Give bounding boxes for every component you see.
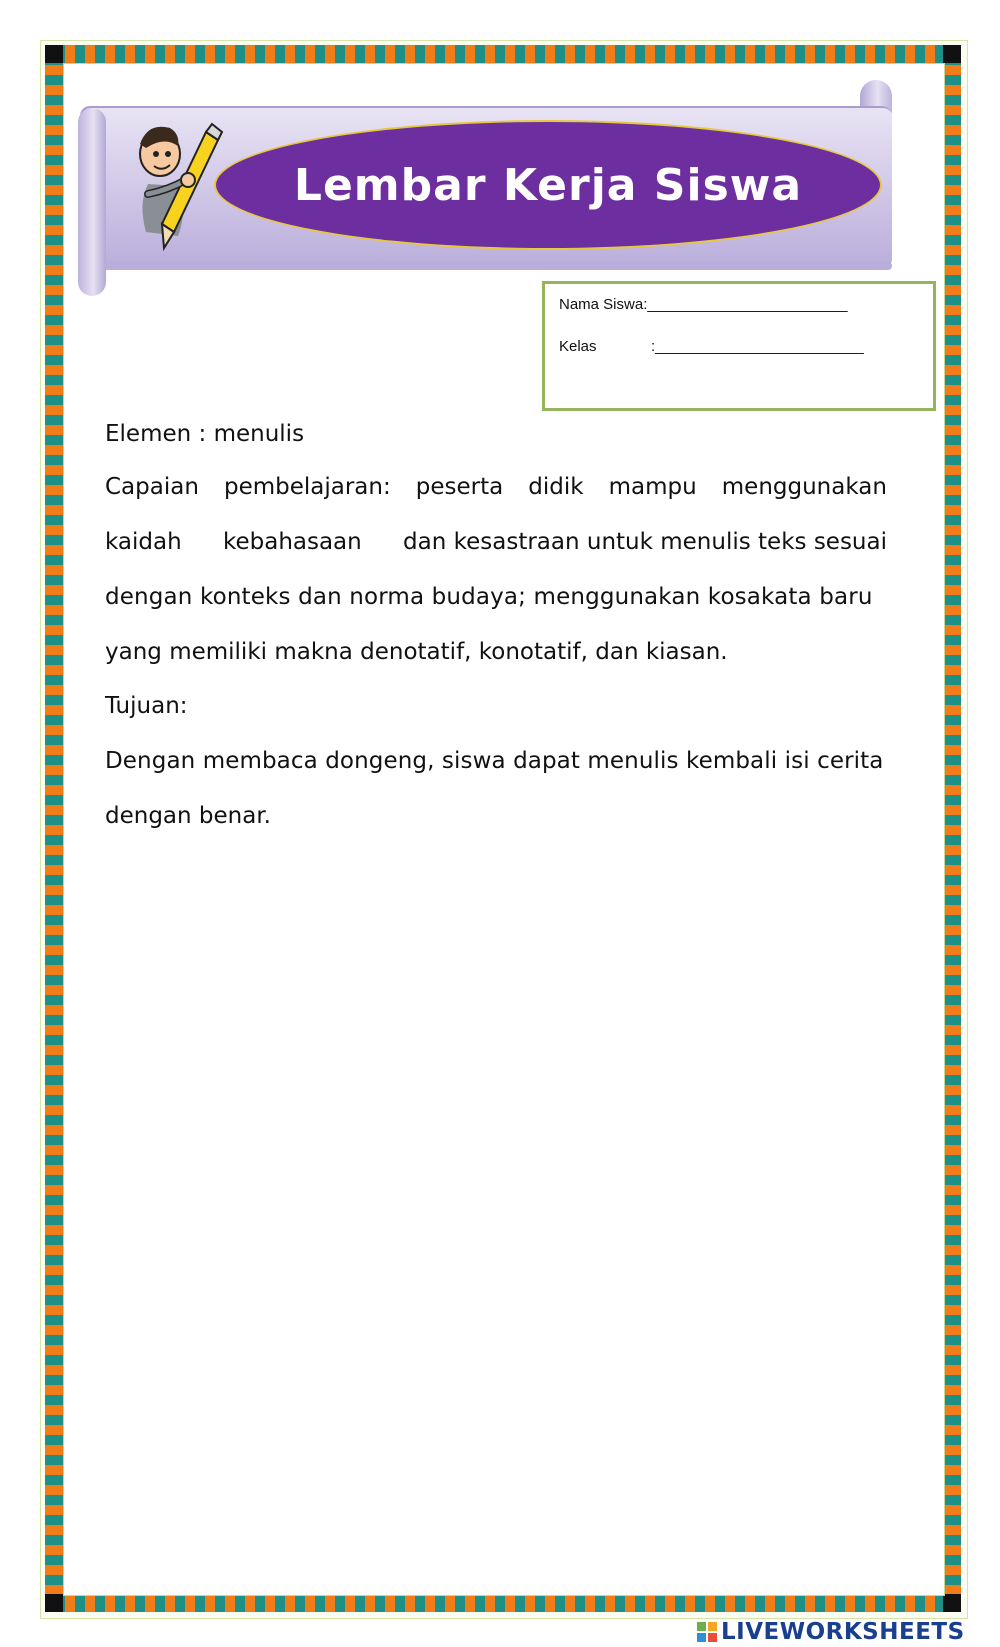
capaian-word: Capaian	[105, 474, 199, 500]
capaian-line-1	[105, 474, 887, 500]
capaian-line-4: yang memiliki makna denotatif, konotatif, dan kiasan.	[105, 639, 728, 665]
element-line: Elemen : menulis	[105, 421, 305, 447]
border-corner	[943, 1594, 961, 1612]
scroll-curl	[78, 108, 106, 296]
student-name-field[interactable]: ________________________	[647, 296, 848, 313]
tujuan-line-1: Dengan membaca dongeng, siswa dapat menulis kembali isi cerita	[105, 748, 884, 774]
tujuan-label: Tujuan:	[105, 693, 188, 719]
scroll-edge	[96, 262, 892, 270]
student-name-row	[559, 296, 848, 313]
student-class-label: Kelas	[559, 338, 597, 355]
capaian-line-2	[105, 529, 887, 555]
title-oval	[214, 120, 882, 250]
capaian-word: kebahasaan	[222, 529, 362, 555]
student-class-field[interactable]: _________________________	[655, 338, 864, 355]
capaian-line-3: dengan konteks dan norma budaya; menggunakan kosakata baru	[105, 584, 873, 610]
capaian-word: peserta	[415, 474, 504, 500]
capaian-word: dan kesastraan untuk menulis teks sesuai	[403, 529, 887, 555]
pencil-mascot-icon	[118, 114, 228, 254]
capaian-word: kaidah	[105, 529, 182, 555]
page-title: Lembar Kerja Siswa	[293, 159, 803, 211]
liveworksheets-logo-icon	[697, 1622, 717, 1642]
border-corner	[45, 1594, 63, 1612]
capaian-word: didik	[528, 474, 584, 500]
brand-name: LIVEWORKSHEETS	[721, 1619, 965, 1645]
border-corner	[943, 45, 961, 63]
capaian-word: menggunakan	[721, 474, 887, 500]
student-class-row	[559, 338, 864, 355]
liveworksheets-brand	[697, 1618, 965, 1646]
student-class-separator: :	[651, 338, 656, 355]
capaian-word: pembelajaran:	[223, 474, 391, 500]
student-info-box	[542, 281, 936, 411]
tujuan-line-2: dengan benar.	[105, 803, 271, 829]
student-name-label: Nama Siswa:	[559, 296, 648, 313]
border-corner	[45, 45, 63, 63]
capaian-word: mampu	[608, 474, 697, 500]
